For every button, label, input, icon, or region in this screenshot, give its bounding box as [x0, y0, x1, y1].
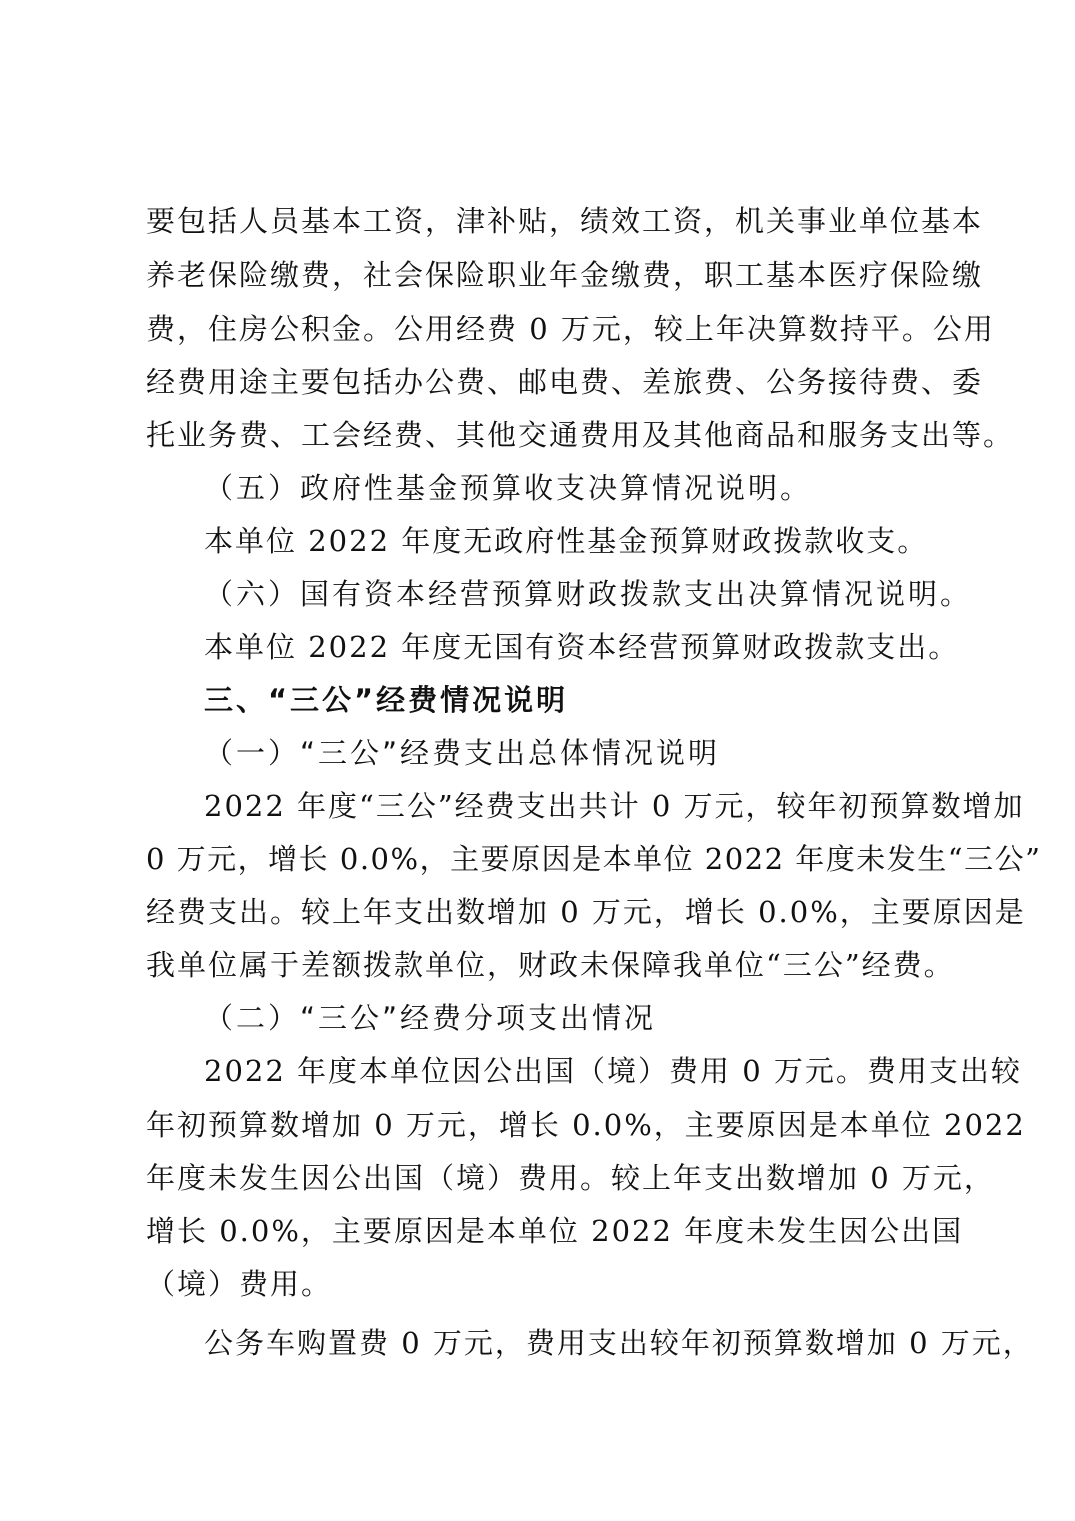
paragraph-line: 年初预算数增加 0 万元，增长 0.0%，主要原因是本单位 2022	[146, 1108, 1026, 1142]
paragraph-line: 年度未发生因公出国（境）费用。较上年支出数增加 0 万元，	[146, 1161, 995, 1195]
subsection-heading-6: （六）国有资本经营预算财政拨款支出决算情况说明。	[204, 577, 973, 611]
paragraph-line: 0 万元，增长 0.0%，主要原因是本单位 2022 年度未发生“三公”	[146, 842, 1042, 876]
paragraph-line: 经费用途主要包括办公费、邮电费、差旅费、公务接待费、委	[146, 365, 984, 399]
paragraph-line: 我单位属于差额拨款单位，财政未保障我单位“三公”经费。	[146, 948, 955, 982]
paragraph-line: 要包括人员基本工资，津补贴，绩效工资，机关事业单位基本	[146, 204, 984, 238]
paragraph-line: 经费支出。较上年支出数增加 0 万元，增长 0.0%，主要原因是	[146, 895, 1026, 929]
paragraph-line: 托业务费、工会经费、其他交通费用及其他商品和服务支出等。	[146, 418, 1015, 452]
paragraph-line: （境）费用。	[146, 1267, 333, 1301]
paragraph-line: 本单位 2022 年度无国有资本经营预算财政拨款支出。	[204, 630, 960, 664]
paragraph-line: 2022 年度本单位因公出国（境）费用 0 万元。费用支出较	[204, 1054, 1022, 1088]
paragraph-line: 费，住房公积金。公用经费 0 万元，较上年决算数持平。公用	[146, 312, 995, 346]
paragraph-line: 养老保险缴费，社会保险职业年金缴费，职工基本医疗保险缴	[146, 258, 984, 292]
subsection-heading-1: （一）“三公”经费支出总体情况说明	[204, 736, 721, 770]
subsection-heading-2: （二）“三公”经费分项支出情况	[204, 1001, 657, 1035]
paragraph-line: 公务车购置费 0 万元，费用支出较年初预算数增加 0 万元，	[204, 1326, 1034, 1360]
paragraph-line: 增长 0.0%，主要原因是本单位 2022 年度未发生因公出国	[146, 1214, 964, 1248]
subsection-heading-5: （五）政府性基金预算收支决算情况说明。	[204, 471, 813, 505]
section-heading-3: 三、“三公”经费情况说明	[204, 683, 569, 717]
paragraph-line: 2022 年度“三公”经费支出共计 0 万元，较年初预算数增加	[204, 789, 1025, 823]
paragraph-line: 本单位 2022 年度无政府性基金预算财政拨款收支。	[204, 524, 929, 558]
